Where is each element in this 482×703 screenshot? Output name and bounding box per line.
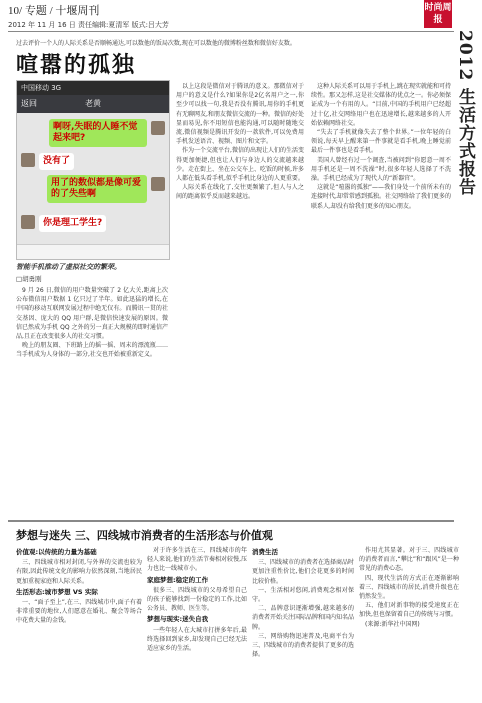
chat-title: 老黄 [85, 99, 101, 108]
paragraph: 人际关系在线化了,交往更频繁了,但人与人之间的距离似乎反而越来越远。 [176, 184, 304, 201]
paragraph: 一、“面子至上”,在三、四线城市中,面子有着非常重要的地位,人们愿意在婚礼、聚会等场合中花费大量的金钱。 [16, 599, 142, 625]
subheading: 家庭梦想:稳定的工作 [147, 575, 209, 584]
text-column-1 [16, 286, 168, 514]
chat-input-bar [17, 244, 169, 259]
article-deck: 过去评价一个人的人际关系是否顺畅通达,可以数他的饭局次数,现在可以数他的微博粉丝数和微信好友数。 [16, 40, 296, 47]
header-line2: 2012 年 11 月 16 日 责任编辑:夏清军 版式:吕大芳 [8, 21, 169, 29]
subheading: 消费生活 [252, 548, 278, 556]
side-title: 2012 生活方式报告 [455, 30, 475, 197]
chat-bubble: 没有了 [39, 153, 74, 170]
paragraph: 五、他们对新事物的接受速度正在加快,但也保留着自己的传统与习惯。 [359, 602, 459, 619]
avatar [21, 215, 35, 229]
text-column-3 [311, 82, 451, 514]
byline: □胡勇刚 [16, 275, 42, 283]
paragraph: 四、现代生活的方式正在逐渐影响着三、四线城市的居民,消费升级也在悄然发生。 [359, 574, 459, 601]
paragraph: 作用尤其显著。对于三、四线城市的消费者而言,“攀比”和“跟风”是一种常见的消费心态。 [359, 547, 459, 573]
chat-bubble: 啊呀,失眠的人睡不觉起来吧? [49, 119, 147, 147]
page-number: 10 [8, 5, 19, 17]
chat-header [17, 95, 169, 113]
bottom-column-4 [359, 546, 459, 702]
bottom-column-2 [147, 546, 247, 702]
paper-name: 十堰周刊 [55, 5, 100, 17]
header-rule [8, 31, 454, 32]
paragraph: “失去了手机就像失去了整个世界。”一位年轻的白领说,每天早上醒来第一件事就是看手机,晚上睡觉前最后一件事也是看手机。 [311, 129, 451, 155]
chat-bubble: 用了的数似都是像可爱的了失些啊 [47, 175, 147, 203]
header-line1: 10/ 专题 / 十堰周刊 [8, 5, 100, 17]
section-name: 专题 [24, 5, 47, 17]
paragraph: 很多三、四线城市的父母希望自己的孩子能够找到一份稳定的工作,比如公务员、教师、医生等。 [147, 586, 247, 613]
avatar [21, 153, 35, 167]
section-divider [8, 520, 454, 522]
paragraph: 这种人际关系可以用于手机上,跳在现实就能和可持续性。那又怎样,这是社交媒体的优点之一。你必须保证成为一个有用的人。“目前,中国的手机用户已经超过十亿,社交网络用户也在迅速增长,越来越多的人开始依赖网络社交。 [311, 83, 451, 127]
paragraph: 三、四线城市相对封闭,与外界的交流也较为有限,因此传统文化的影响力依然深刻,当地居民更加重视家庭和人际关系。 [16, 559, 142, 585]
subheading: 生活形态:城市梦想 VS 实际 [16, 587, 98, 596]
paragraph: 一些年轻人在大城市打拼多年后,最终选择回到家乡,却发现自己已经无法适应家乡的生活。 [147, 626, 247, 653]
section-title: 梦想与迷失 三、四线城市消费者的生活形态与价值观 [16, 529, 273, 542]
subheading: 梦想与现实:迷失自我 [147, 615, 209, 624]
photo-caption: 智能手机推动了虚拟社交的繁荣。 [16, 263, 121, 271]
paragraph: 以上这段是微信对于腾讯的意义。那微信对于用户的意义是什么?如果你是2亿名用户之一,你至少可以找一句,我是否没有腾讯,用你的手机更有无聊网友,和朋友微信交流的一种。微信的好处显而易见,你不用短信也能沟通,可以随时随地交流,微信视频是腾讯开发的一款软件,可以免费用手机发送语音、视频、图片和文字。 [176, 83, 304, 146]
phone-screenshot [16, 80, 170, 260]
article-title: 喧嚣的孤独 [16, 52, 137, 78]
paragraph: 三、四线城市的消费者在选择商品时更加注重性价比,他们会花更多的时间比较价格。 [252, 559, 354, 585]
source-note: (来源:新华社中国网) [365, 620, 420, 628]
page-header [8, 2, 418, 32]
text-column-2 [176, 82, 304, 514]
paragraph: 晚上的朋友圈、下班路上的摇一摇、周末的漂流瓶……当手机成为人身体的一部分,社交也开始被重新定义。 [16, 342, 168, 359]
paragraph: 三、网络购物迅速普及,电商平台为三、四线城市的消费者提供了更多的选择。 [252, 632, 354, 659]
back-button: 返回 [21, 99, 37, 108]
section-badge: 时尚周报 [424, 0, 452, 28]
paragraph: 一、生活相对悠闲,消费观念相对保守。 [252, 586, 354, 604]
avatar [151, 121, 165, 135]
paragraph: 作为一个交流平台,微信的出现让人们的生活变得更加便捷,但也让人们与身边人的交流越来越少。走在街上、坐在公交车上、吃饭的时候,许多人都在低头看手机,似乎手机比身边的人更重要。 [176, 147, 304, 183]
phone-status-bar: 中国移动 3G [17, 81, 169, 95]
paragraph: 对于许多生活在三、四线城市的年轻人来说,他们的生活节奏相对较慢,压力也比一线城市小。 [147, 547, 247, 573]
bottom-column-1 [16, 546, 142, 702]
paragraph: 这就是“喧嚣的孤独”——我们身处一个前所未有的连接时代,却常常感到孤独。社交网络给了我们更多的联系人,却没有给我们更多的知心朋友。 [311, 184, 451, 210]
paragraph: 二、品牌意识逐渐增强,越来越多的消费者开始关注国际品牌和国内知名品牌。 [252, 605, 354, 631]
paragraph: 9 月 26 日,微信的用户数量突破了 2 亿大关,距离上次公布微信用户数据 1 亿只过了半年。如此迅猛的增长,在中国的移动互联网发展过程中绝无仅有。而腾讯一贯的社交基因、庞大的 QQ 用户群,是微信快速发展的原因。微信已然成为手机 QQ 之外的另一真正大规模的即时通信产品,且正在改变很多人的社交习惯。 [16, 287, 168, 341]
chat-bubble: 你是理工学生? [39, 215, 106, 232]
paragraph: 美国人曾经有过一个调查,当被问到“你愿意一周不用手机还是一周不洗澡”时,很多年轻人选择了不洗澡。手机已经成为了现代人的“新器官”。 [311, 156, 451, 183]
subheading: 价值观:以传统的力量为基础 [16, 548, 97, 556]
avatar [151, 177, 165, 191]
bottom-column-3 [252, 546, 354, 702]
